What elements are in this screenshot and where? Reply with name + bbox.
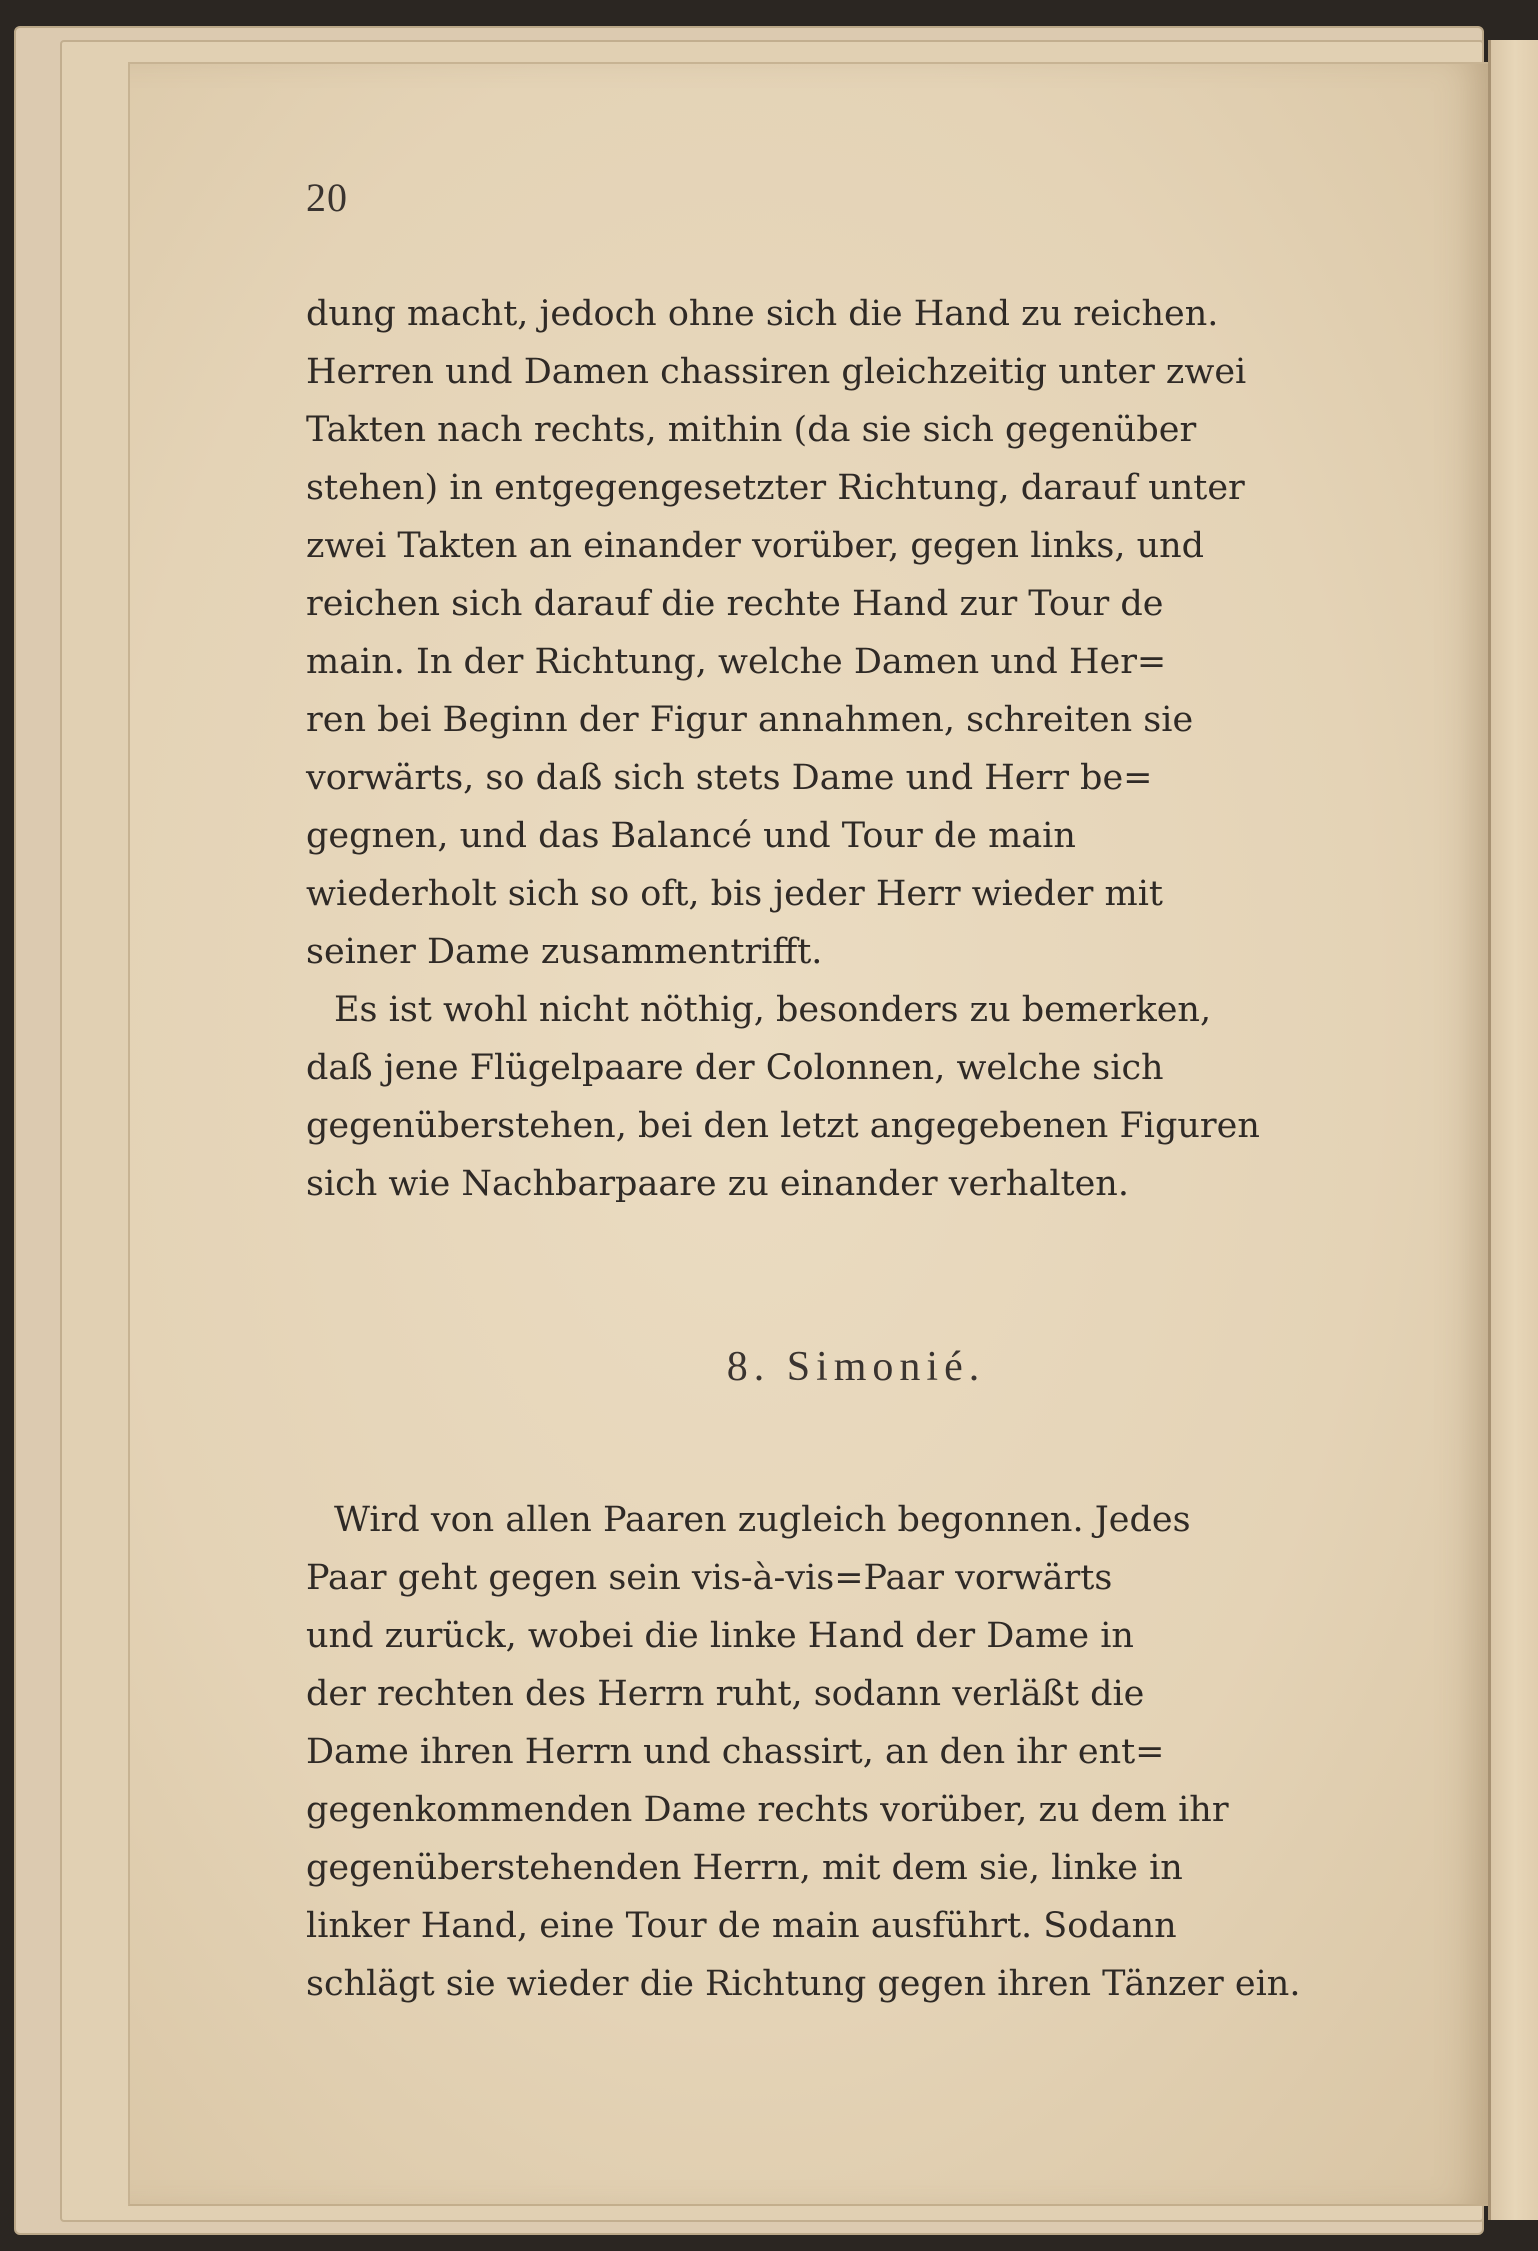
text-line: wiederholt sich so oft, bis jeder Herr wieder mit	[306, 874, 1163, 914]
page-number: 20	[306, 175, 348, 220]
text-line: gegenüberstehenden Herrn, mit dem sie, linke in	[306, 1848, 1183, 1888]
text-line: und zurück, wobei die linke Hand der Dame in	[306, 1616, 1134, 1656]
text-line: daß jene Flügelpaare der Colonnen, welche sich	[306, 1048, 1164, 1088]
text-line: reichen sich darauf die rechte Hand zur Tour de	[306, 584, 1164, 624]
text-line: Es ist wohl nicht nöthig, besonders zu bemerken,	[334, 990, 1212, 1030]
paragraph-simonie	[306, 1491, 1406, 2013]
text-line: dung macht, jedoch ohne sich die Hand zu reichen.	[306, 294, 1219, 334]
text-line: sich wie Nachbarpaare zu einander verhalten.	[306, 1164, 1129, 1204]
paragraph-note	[306, 981, 1406, 1213]
text-line: linker Hand, eine Tour de main ausführt. Sodann	[306, 1906, 1177, 1946]
paragraph-continuation	[306, 285, 1406, 981]
text-line: vorwärts, so daß sich stets Dame und Herr be=	[306, 758, 1153, 798]
text-line: stehen) in entgegengesetzter Richtung, darauf unter	[306, 468, 1245, 508]
text-line: gegenüberstehen, bei den letzt angegebenen Figuren	[306, 1106, 1260, 1146]
text-line: main. In der Richtung, welche Damen und Her=	[306, 642, 1167, 682]
text-line: zwei Takten an einander vorüber, gegen links, und	[306, 526, 1205, 566]
section-heading: 8. Simonié.	[726, 1344, 986, 1390]
text-line: gegnen, und das Balancé und Tour de main	[306, 816, 1076, 856]
page-text-block	[306, 160, 1406, 2013]
text-line: Dame ihren Herrn und chassirt, an den ihr ent=	[306, 1732, 1165, 1772]
adjacent-page-edge	[1488, 40, 1538, 2220]
text-line: seiner Dame zusammentrifft.	[306, 932, 823, 972]
text-line: Wird von allen Paaren zugleich begonnen. Jedes	[334, 1500, 1191, 1540]
text-line: der rechten des Herrn ruht, sodann verläßt die	[306, 1674, 1145, 1714]
text-line: Paar geht gegen sein vis-à-vis=Paar vorwärts	[306, 1558, 1113, 1598]
text-line: Takten nach rechts, mithin (da sie sich gegenüber	[306, 410, 1197, 450]
text-line: Herren und Damen chassiren gleichzeitig unter zwei	[306, 352, 1247, 392]
text-line: schlägt sie wieder die Richtung gegen ihren Tänzer ein.	[306, 1964, 1301, 2004]
text-line: ren bei Beginn der Figur annahmen, schreiten sie	[306, 700, 1194, 740]
text-line: gegenkommenden Dame rechts vorüber, zu dem ihr	[306, 1790, 1229, 1830]
